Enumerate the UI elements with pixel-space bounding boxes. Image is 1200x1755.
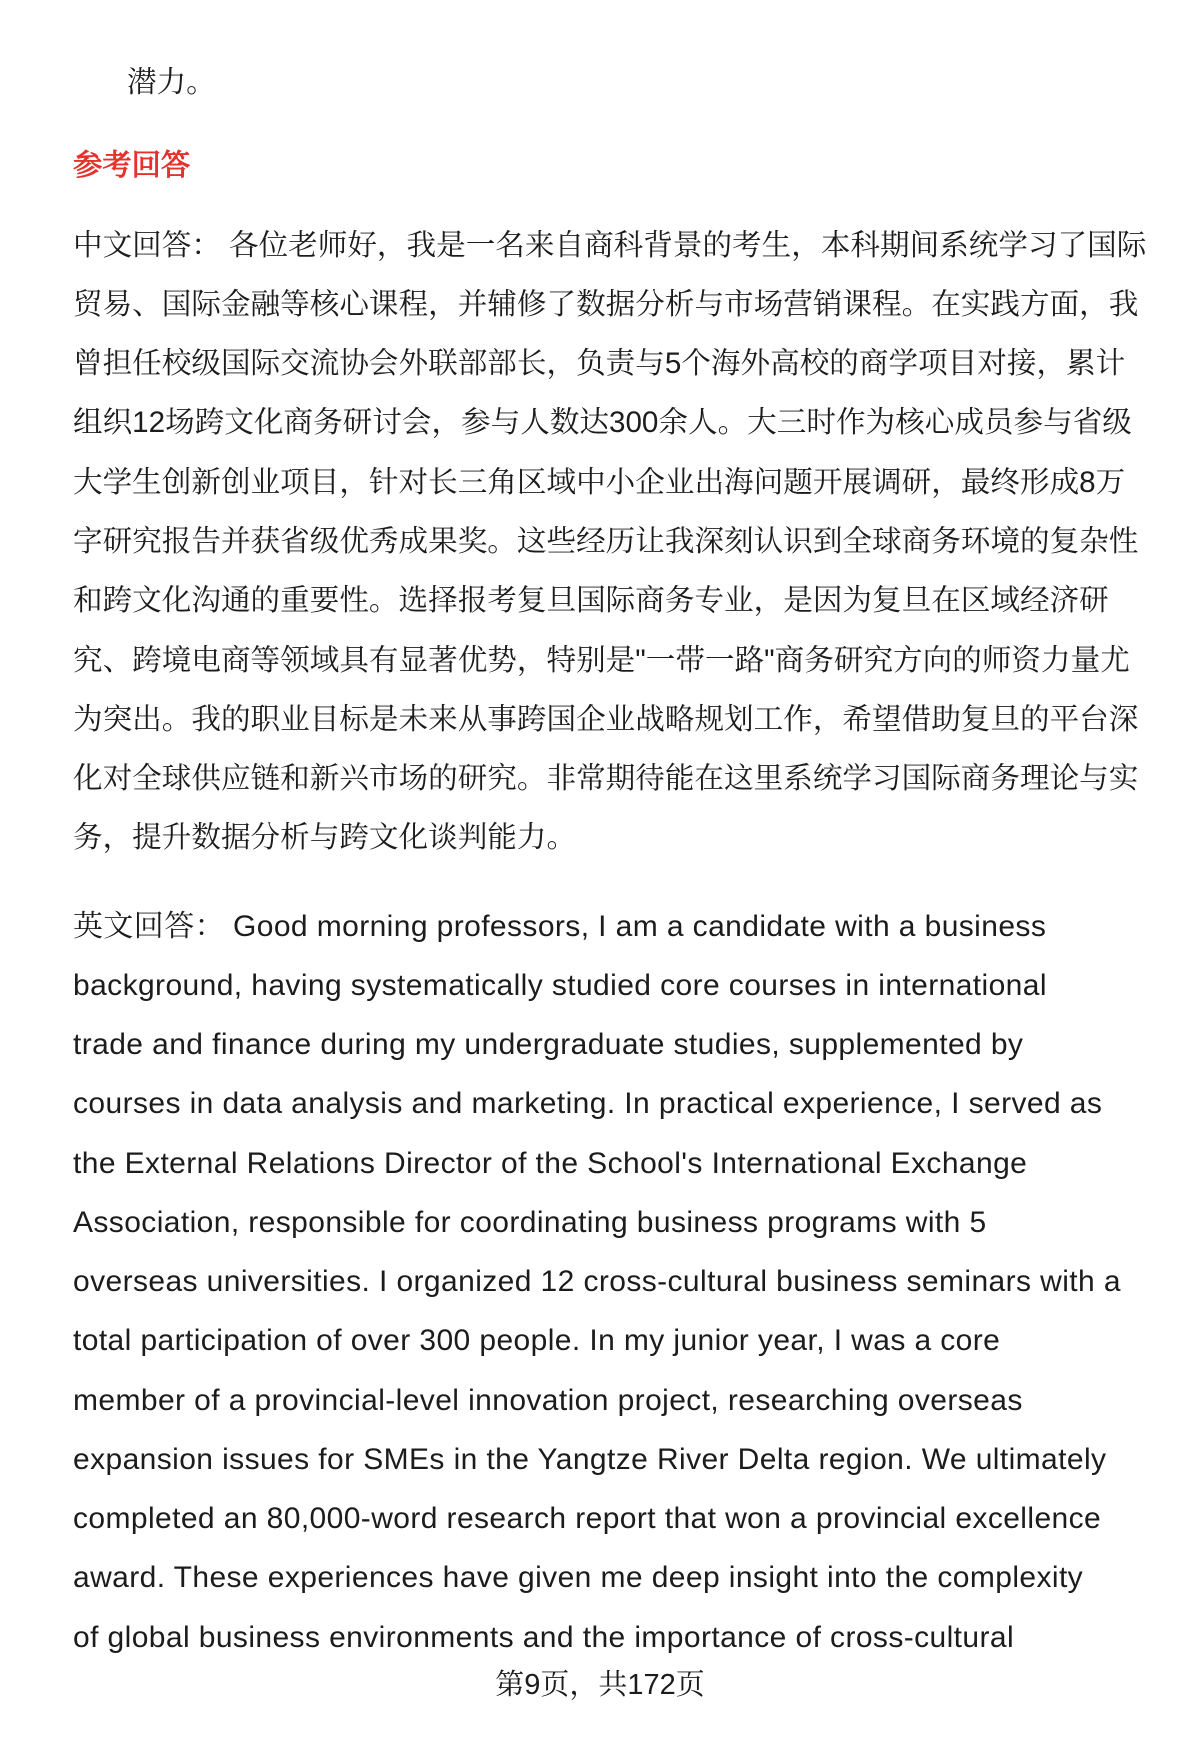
chinese-answer-line: 究、跨境电商等领域具有显著优势，特别是"一带一路"商务研究方向的师资力量尤 (73, 643, 1130, 677)
english-answer-line: overseas universities. I organized 12 cross-cultural business seminars with a (73, 1265, 1121, 1298)
english-answer-line: trade and finance during my undergraduate studies, supplemented by (73, 1028, 1024, 1061)
chinese-answer-line: 贸易、国际金融等核心课程，并辅修了数据分析与市场营销课程。在实践方面，我 (73, 287, 1139, 321)
chinese-answer-line: 组织12场跨文化商务研讨会，参与人数达300余人。大三时作为核心成员参与省级 (73, 406, 1132, 440)
chinese-answer-line (73, 216, 1146, 275)
english-answer-line: award. These experiences have given me deep insight into the complexity (73, 1561, 1084, 1595)
page-number: 第9页，共172页 (495, 1669, 705, 1701)
chinese-answer-line: 化对全球供应链和新兴市场的研究。非常期待能在这里系统学习国际商务理论与实 (73, 762, 1139, 796)
english-answer-line: member of a provincial-level innovation project, researching overseas (73, 1383, 1023, 1417)
english-answer-line: completed an 80,000-word research report that won a provincial excellence (73, 1502, 1102, 1535)
english-answer-line (73, 897, 1121, 956)
chinese-answer-line: 和跨文化沟通的重要性。选择报考复旦国际商务专业，是因为复旦在区域经济研 (73, 584, 1109, 618)
section-heading: 参考回答 (73, 149, 191, 182)
english-answer-text: Good morning professors, I am a candidate with a business (233, 909, 1047, 943)
chinese-answer-line: 大学生创新创业项目，针对长三角区域中小企业出海问题开展调研，最终形成8万 (73, 465, 1126, 499)
chinese-answer-line: 字研究报告并获省级优秀成果奖。这些经历让我深刻认识到全球商务环境的复杂性 (73, 524, 1139, 558)
chinese-answer-label: 中文回答： (73, 228, 221, 262)
english-answer-line: expansion issues for SMEs in the Yangtze River Delta region. We ultimately (73, 1442, 1107, 1476)
english-answer-line: background, having systematically studied core courses in international (73, 968, 1047, 1002)
english-answer-line: of global business environments and the importance of cross-cultural (73, 1620, 1015, 1654)
english-answer-line: Association, responsible for coordinating business programs with 5 (73, 1205, 987, 1239)
english-answer-line: courses in data analysis and marketing. In practical experience, I served as (73, 1087, 1103, 1121)
english-answer-line: total participation of over 300 people. In my junior year, I was a core (73, 1324, 1001, 1358)
english-answer (73, 897, 1121, 1667)
chinese-answer-line: 务，提升数据分析与跨文化谈判能力。 (73, 821, 577, 855)
previous-paragraph-continuation: 潜力。 (127, 66, 216, 99)
english-answer-label: 英文回答： (73, 909, 225, 943)
chinese-answer-line: 为突出。我的职业目标是未来从事跨国企业战略规划工作，希望借助复旦的平台深 (73, 702, 1139, 736)
chinese-answer-text: 各位老师好，我是一名来自商科背景的考生，本科期间系统学习了国际 (228, 228, 1147, 262)
chinese-answer (73, 216, 1146, 868)
chinese-answer-line: 曾担任校级国际交流协会外联部部长，负责与5个海外高校的商学项目对接，累计 (73, 347, 1126, 381)
english-answer-line: the External Relations Director of the School's International Exchange (73, 1146, 1028, 1180)
